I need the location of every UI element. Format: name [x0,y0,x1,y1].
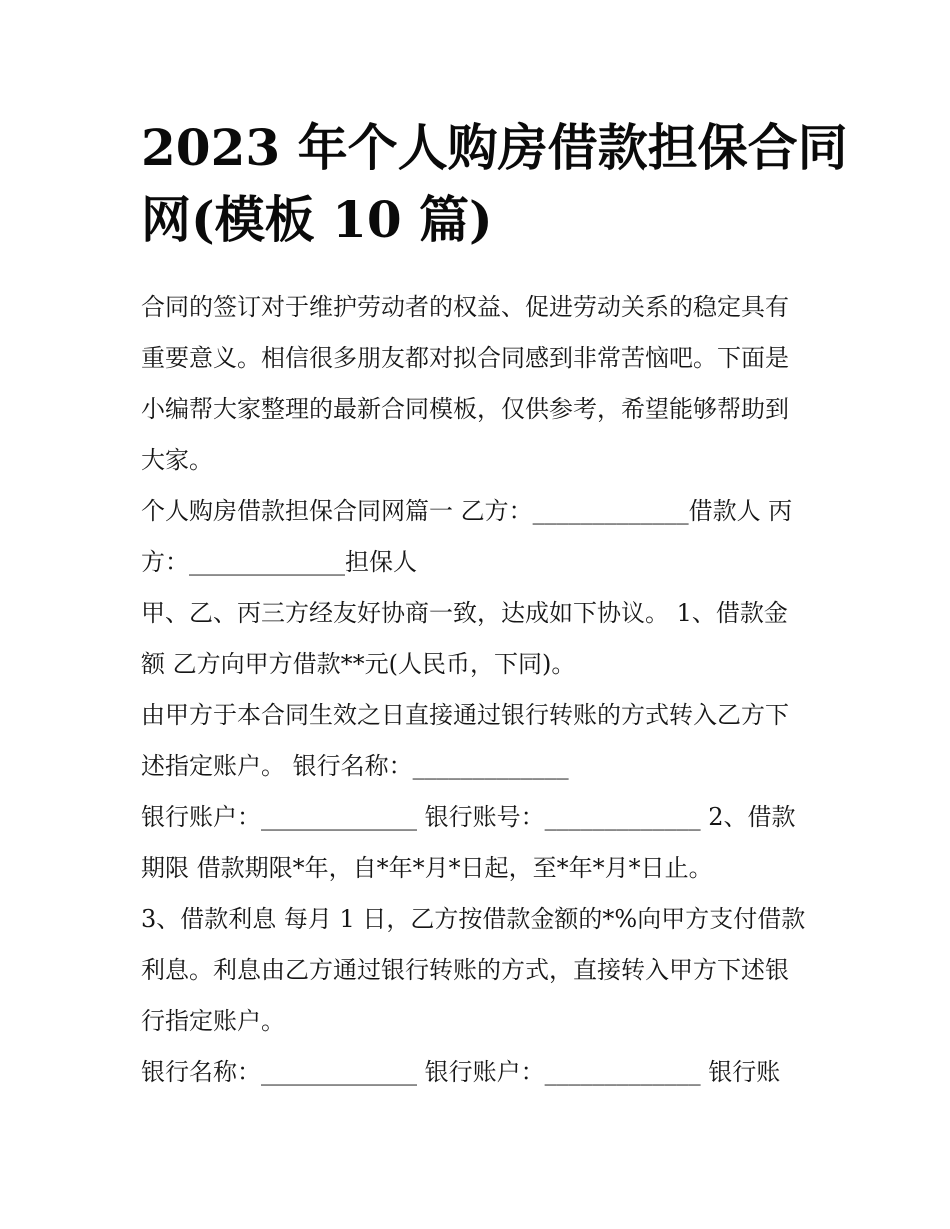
paragraph-intro [141,282,813,486]
text-line: 小编帮大家整理的最新合同模板，仅供参考，希望能够帮助到 [141,395,789,423]
title-line: 2023 年个人购房借款担保合同 [141,118,848,177]
text-line: 银行账户：_____________ 银行账号：_____________ 2、借款 [141,803,796,831]
text-line: 由甲方于本合同生效之日直接通过银行转账的方式转入乙方下 [141,701,789,729]
paragraph-loan-term [141,792,813,894]
text-line: 重要意义。相信很多朋友都对拟合同感到非常苦恼吧。下面是 [141,344,789,372]
text-line: 甲、乙、丙三方经友好协商一致，达成如下协议。 1、借款金 [141,599,788,627]
text-line: 3、借款利息 每月 1 日，乙方按借款金额的*%向甲方支付借款 [141,905,806,933]
document-content [141,112,848,1098]
text-line: 大家。 [141,446,213,474]
text-line: 方：_____________担保人 [141,548,417,576]
text-line: 利息。利息由乙方通过银行转账的方式，直接转入甲方下述银 [141,956,789,984]
paragraph-parties [141,486,813,588]
text-line: 述指定账户。 银行名称：_____________ [141,752,569,780]
text-line: 行指定账户。 [141,1007,285,1035]
text-line: 额 乙方向甲方借款**元(人民币，下同)。 [141,650,576,678]
paragraph-transfer [141,690,813,792]
text-line: 期限 借款期限*年，自*年*月*日起，至*年*月*日止。 [141,854,713,882]
text-line: 个人购房借款担保合同网篇一 乙方：_____________借款人 丙 [141,497,793,525]
document-body [141,282,813,1098]
paragraph-interest [141,894,813,1047]
document-title [141,112,848,256]
text-line: 银行名称：_____________ 银行账户：_____________ 银行账 [141,1058,781,1086]
text-line: 合同的签订对于维护劳动者的权益、促进劳动关系的稳定具有 [141,293,789,321]
paragraph-bank-info [141,1047,813,1098]
title-line: 网(模板 10 篇) [141,190,493,249]
paragraph-loan-amount [141,588,813,690]
